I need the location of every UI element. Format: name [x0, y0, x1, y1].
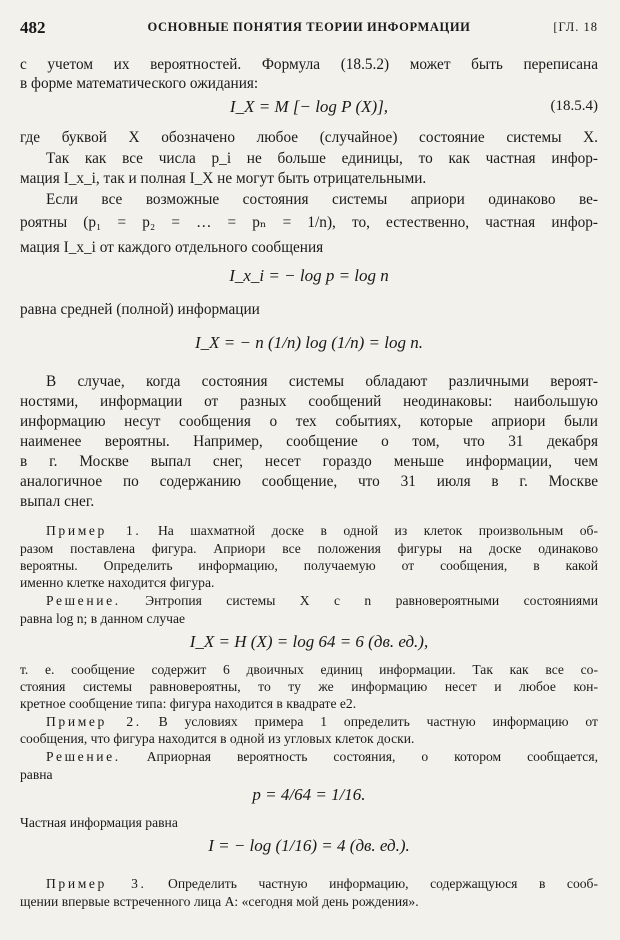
equation-partial-info-4: I = − log (1/16) = 4 (дв. ед.).: [208, 836, 410, 855]
text-line: Частная информация равна: [20, 815, 178, 830]
example-2-heading: Пример 2. В условиях примера 1 определить частную информацию от: [46, 714, 598, 729]
text-line: сообщения, что фигура находится в одной из угловых клеток доски.: [20, 731, 415, 746]
text-line: в форме математического ожидания:: [20, 75, 259, 92]
text-line: равна: [20, 767, 53, 782]
text-line: мация I_x_i, так и полная I_X не могут быть отрицательными.: [20, 170, 427, 187]
text-line: стояния системы равновероятны, то ту же информацию несет и любое кон-: [20, 679, 598, 694]
equation-prior-probability: p = 4/64 = 1/16.: [252, 785, 366, 804]
example-1-heading: Пример 1. На шахматной доске в одной из клеток произвольным об-: [46, 523, 598, 538]
solution-2-heading: Решение. Априорная вероятность состояния, о котором сообщается,: [46, 749, 598, 764]
example-3-heading: Пример 3. Определить частную информацию, содержащуюся в сооб-: [46, 876, 598, 891]
running-header: [20, 18, 598, 40]
text-line: в г. Москве выпал снег, несет гораздо меньше информации, чем: [20, 453, 598, 470]
text-line: кретное сообщение типа: фигура находится в квадрате е2.: [20, 696, 357, 711]
text-line: мация I_x_i от каждого отдельного сообщения: [20, 239, 324, 256]
text-line: т. е. сообщение содержит 6 двоичных единиц информации. Так как все со-: [20, 662, 598, 677]
equation-partial-info: I_x_i = − log p = log n: [229, 266, 389, 285]
text-line: Так как все числа p_i не больше единицы, то как частная инфор-: [46, 150, 598, 167]
text-line: роятны (p₁ = p₂ = … = pₙ = 1/n), то, естественно, частная инфор-: [20, 214, 598, 231]
equation-number: (18.5.4): [550, 98, 598, 114]
text-line: информацию несут сообщения о тех событиях, которые априори были: [20, 413, 598, 430]
text-line: равна log n; в данном случае: [20, 611, 186, 626]
text-line: именно клетке находится фигура.: [20, 575, 215, 590]
equation-18-5-4: I_X = M [− log P (X)],: [229, 97, 389, 116]
text-line: В случае, когда состояния системы обладают различными вероят-: [46, 373, 598, 390]
text-line: с учетом их вероятностей. Формула (18.5.2) может быть переписана: [20, 56, 598, 73]
running-title: ОСНОВНЫЕ ПОНЯТИЯ ТЕОРИИ ИНФОРМАЦИИ: [147, 20, 471, 34]
text-line: равна средней (полной) информации: [20, 301, 260, 318]
text-line: щении впервые встреченного лица A: «сегодня мой день рождения».: [20, 894, 419, 909]
text-line: разом поставлена фигура. Априори все положения фигуры на доске одинаково: [20, 541, 598, 556]
text-line: где буквой X обозначено любое (случайное) состояние системы X.: [20, 129, 598, 146]
text-line: наименее вероятны. Например, сообщение о том, что 31 декабря: [20, 433, 598, 450]
solution-1-heading: Решение. Энтропия системы X с n равновероятными состояниями: [46, 593, 598, 608]
text-line: выпал снег.: [20, 493, 95, 510]
equation-full-info: I_X = − n (1/n) log (1/n) = log n.: [195, 333, 423, 352]
text-line: Если все возможные состояния системы априори одинаково ве-: [46, 191, 598, 208]
equation-entropy-64: I_X = H (X) = log 64 = 6 (дв. ед.),: [189, 632, 429, 651]
page-number: 482: [20, 18, 46, 37]
text-line: аналогичное по содержанию сообщение, что 31 июля в г. Москве: [20, 473, 598, 490]
text-line: вероятны. Определить информацию, получаемую от сообщения, в какой: [20, 558, 598, 573]
text-line: ностями, информации от разных сообщений неодинаковы: наибольшую: [20, 393, 598, 410]
chapter-label: [ГЛ. 18: [553, 20, 598, 34]
